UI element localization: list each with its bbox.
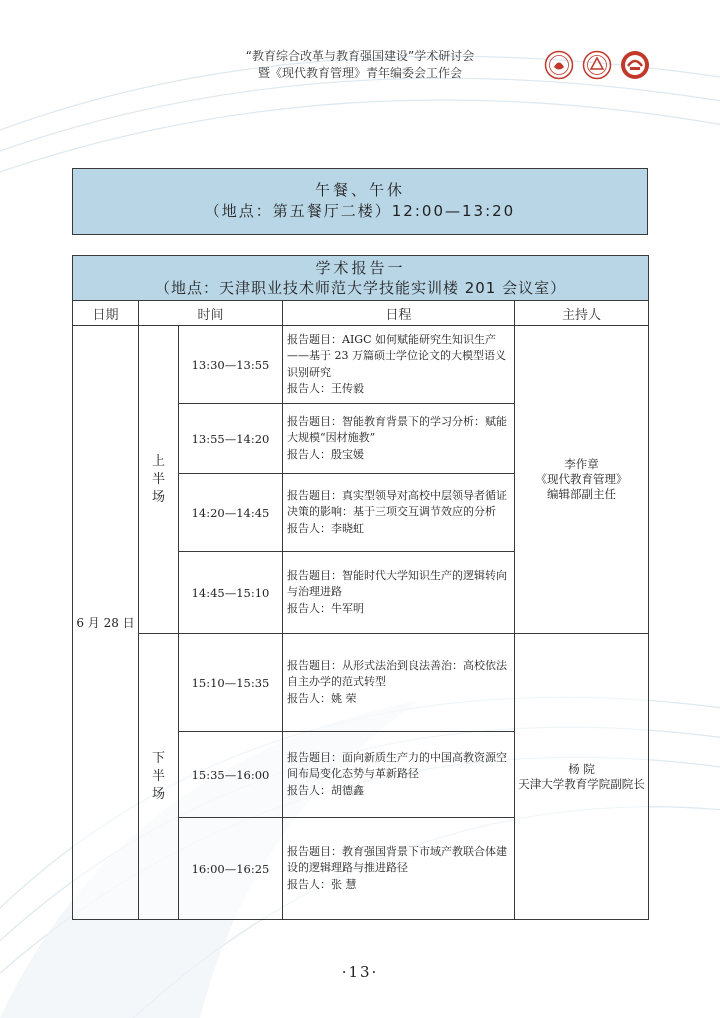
column-header-time: 时间 <box>139 301 283 326</box>
seal-icon <box>620 50 650 80</box>
agenda-item <box>283 634 515 732</box>
header-line-1: “教育综合改革与教育强国建设”学术研讨会 <box>245 49 475 63</box>
report-speaker: 报告人：殷宝媛 <box>287 447 364 461</box>
report-topic: 报告题目：从形式法治到良法善治：高校依法自主办学的范式转型 <box>287 658 507 689</box>
logo-group <box>544 50 650 80</box>
report-topic: 报告题目：教育强国背景下市域产教联合体建设的逻辑理路与推进路径 <box>287 844 507 875</box>
page-number: ·13· <box>341 963 379 981</box>
agenda-item <box>283 818 515 920</box>
first-half-label: 上 半 场 <box>139 326 179 634</box>
table-row <box>73 634 649 732</box>
lunch-break-banner <box>72 168 648 235</box>
schedule-table <box>72 255 649 920</box>
host-position: 天津大学教育学院副院长 <box>518 776 645 791</box>
agenda-item <box>283 732 515 818</box>
report-speaker: 报告人：胡德鑫 <box>287 783 364 797</box>
report-topic: 报告题目：AIGC 如何赋能研究生知识生产——基于 23 万篇硕士学位论文的大模型语义识别研究 <box>287 332 506 379</box>
host-cell-second-half <box>515 634 649 920</box>
report-speaker: 报告人：王传毅 <box>287 382 364 395</box>
time-slot: 14:20—14:45 <box>179 474 283 552</box>
header-line-2: 暨《现代教育管理》青年编委会工作会 <box>257 66 462 80</box>
time-slot: 13:55—14:20 <box>179 404 283 474</box>
report-speaker: 报告人：张 慧 <box>287 877 357 891</box>
seal-icon <box>544 50 574 80</box>
report-topic: 报告题目：智能时代大学知识生产的逻辑转向与治理进路 <box>287 568 507 599</box>
column-header-host: 主持人 <box>515 301 649 326</box>
host-cell-first-half <box>515 326 649 634</box>
report-location: （地点：天津职业技术师范大学技能实训楼 201 会议室） <box>154 279 567 297</box>
agenda-item <box>283 474 515 552</box>
table-row <box>73 326 649 404</box>
report-speaker: 报告人：姚 荣 <box>287 691 357 705</box>
seal-icon <box>582 50 612 80</box>
host-name: 杨 院 <box>568 761 595 776</box>
report-topic: 报告题目：智能教育背景下的学习分析：赋能大规模“因材施教” <box>287 414 507 445</box>
column-header-agenda: 日程 <box>283 301 515 326</box>
report-section-header <box>73 256 649 301</box>
document-header <box>150 48 570 82</box>
report-speaker: 报告人：李晓虹 <box>287 521 364 535</box>
time-slot: 16:00—16:25 <box>179 818 283 920</box>
report-topic: 报告题目：真实型领导对高校中层领导者循证决策的影响：基于三项交互调节效应的分析 <box>287 488 507 519</box>
agenda-item <box>283 552 515 634</box>
second-half-label: 下 半 场 <box>139 634 179 920</box>
report-speaker: 报告人：牛军明 <box>287 601 364 615</box>
time-slot: 14:45—15:10 <box>179 552 283 634</box>
lunch-title: 午餐、午休 <box>314 181 405 199</box>
report-title: 学术报告一 <box>315 259 406 277</box>
host-affiliation: 《现代教育管理》 <box>535 472 628 486</box>
agenda-item <box>283 404 515 474</box>
time-slot: 15:35—16:00 <box>179 732 283 818</box>
report-topic: 报告题目：面向新质生产力的中国高教资源空间布局变化态势与革新路径 <box>287 750 507 781</box>
host-position: 编辑部副主任 <box>547 487 617 501</box>
lunch-location: （地点：第五餐厅二楼）12:00—13:20 <box>204 202 516 220</box>
host-name: 李作章 <box>564 457 599 471</box>
date-cell: 6 月 28 日 <box>73 326 139 920</box>
time-slot: 15:10—15:35 <box>179 634 283 732</box>
column-header-row <box>73 301 649 326</box>
time-slot: 13:30—13:55 <box>179 326 283 404</box>
column-header-date: 日期 <box>73 301 139 326</box>
agenda-item <box>283 326 515 404</box>
